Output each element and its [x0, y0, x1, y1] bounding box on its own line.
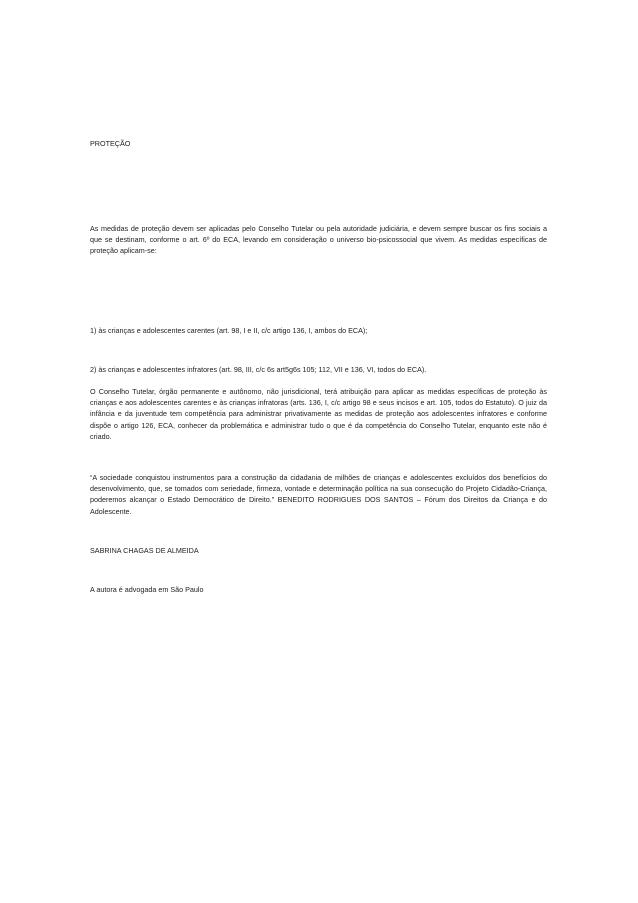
quote-paragraph: “A sociedade conquistou instrumentos para a construção da cidadania de milhões de crianças e adolescentes excluídos dos benefícios do desenvolvimento, que, se tomados com seriedade, firmeza, vontade e determinação política na sua consecução do Projeto Cidadão-Criança, poderemos alcançar o Estado Democrático de Direito.” BENEDITO RODRIGUES DOS SANTOS – Fórum dos Direitos da Criança e do Adolescente. [90, 473, 547, 516]
document-title: PROTEÇÃO [90, 139, 131, 148]
list-item-2: 2) às crianças e adolescentes infratores (art. 98, III, c/c 6s art5g6s 105; 112, VII e 136, VI, todos do ECA). [90, 365, 427, 374]
author-note: A autora é advogada em São Paulo [90, 585, 204, 594]
intro-paragraph: As medidas de proteção devem ser aplicadas pelo Conselho Tutelar ou pela autoridade judiciária, e devem sempre buscar os fins sociais a que se destinam, conforme o art. 6º do ECA, levando em consideração o universo bio-psicossocial que vivem. As medidas específicas de proteção aplicam-se: [90, 224, 547, 256]
author-name: SABRINA CHAGAS DE ALMEIDA [90, 546, 199, 555]
list-item-1: 1) às crianças e adolescentes carentes (art. 98, I e II, c/c artigo 136, I, ambos do ECA); [90, 326, 368, 335]
council-paragraph: O Conselho Tutelar, órgão permanente e autônomo, não jurisdicional, terá atribuição para aplicar as medidas específicas de proteção às crianças e aos adolescentes carentes e às crianças infratoras (arts. 136, I, c/c artigo 98 e seus incisos e art. 105, todos do Estatuto). O juiz da infância e da juventude tem competência para administrar privativamente as medidas de proteção aos adolescentes infratores e conforme dispõe o artigo 126, ECA, conhecer da problemática e administrar tudo o que é da competência do Conselho Tutelar, enquanto este não é criado. [90, 387, 547, 441]
